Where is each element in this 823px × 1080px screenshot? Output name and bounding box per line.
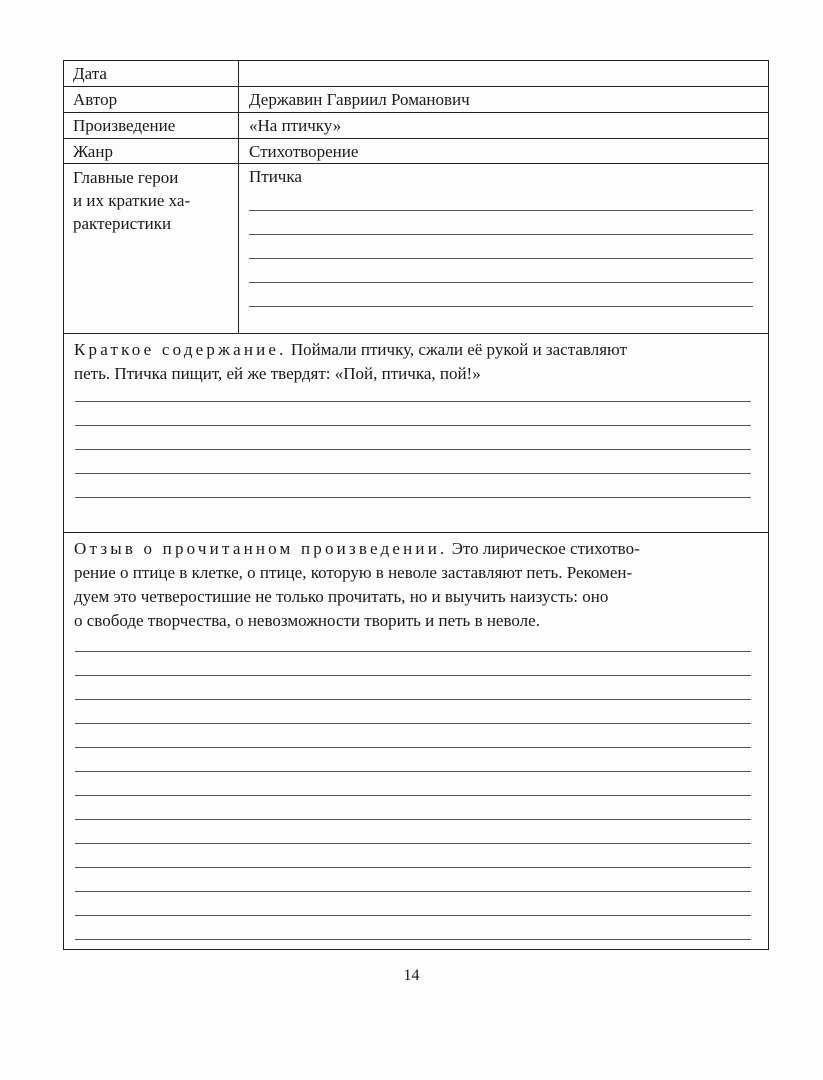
writing-line — [75, 867, 751, 868]
writing-line — [75, 723, 751, 724]
date-field[interactable] — [239, 61, 768, 86]
genre-field[interactable]: Стихотворение — [249, 142, 359, 161]
review-text — [74, 537, 758, 633]
review-line: рение о птице в клетке, о птице, которую в неволе заставляют петь. Рекомен- — [74, 563, 633, 582]
review-line: о свободе творчества, о невозможности творить и петь в неволе. — [74, 611, 540, 630]
heroes-field[interactable] — [239, 164, 768, 333]
writing-line — [75, 675, 751, 676]
heroes-label-line: Главные герои — [73, 168, 179, 187]
author-label: Автор — [64, 87, 239, 112]
review-section[interactable] — [64, 533, 768, 948]
heroes-label — [64, 164, 239, 333]
date-label: Дата — [64, 61, 239, 86]
summary-label: Краткое содержание. — [74, 340, 287, 359]
writing-line — [75, 939, 751, 940]
writing-line — [75, 699, 751, 700]
writing-line — [75, 651, 751, 652]
writing-line — [75, 449, 751, 450]
review-label: Отзыв о прочитанном произведении. — [74, 539, 448, 558]
writing-line — [249, 282, 753, 283]
writing-line — [249, 210, 753, 211]
heroes-label-line: и их краткие ха- — [73, 191, 191, 210]
row-genre — [64, 139, 768, 164]
row-work — [64, 113, 768, 139]
writing-line — [75, 497, 751, 498]
writing-line — [249, 234, 753, 235]
genre-label: Жанр — [64, 139, 239, 163]
writing-line — [249, 258, 753, 259]
summary-section[interactable] — [64, 334, 768, 533]
work-field[interactable]: «На птичку» — [249, 116, 342, 135]
review-line: Отзыв о прочитанном произведении. Это лирическое стихотво- — [74, 539, 640, 558]
page-number: 14 — [403, 967, 420, 984]
reading-diary-form — [63, 60, 769, 950]
summary-line: петь. Птичка пищит, ей же твердят: «Пой, птичка, пой!» — [74, 364, 481, 383]
summary-line: Краткое содержание. Поймали птичку, сжали её рукой и заставляют — [74, 340, 627, 359]
heroes-label-line: рактеристики — [73, 214, 172, 233]
writing-line — [249, 306, 753, 307]
writing-line — [75, 425, 751, 426]
author-field[interactable]: Державин Гавриил Романович — [249, 90, 470, 109]
writing-line — [75, 771, 751, 772]
writing-line — [75, 473, 751, 474]
writing-line — [75, 401, 751, 402]
writing-line — [75, 891, 751, 892]
row-heroes — [64, 164, 768, 334]
writing-line — [75, 915, 751, 916]
heroes-value: Птичка — [249, 167, 302, 186]
row-author — [64, 87, 768, 113]
work-label: Произведение — [64, 113, 239, 138]
row-date — [64, 61, 768, 87]
review-line: дуем это четверостишие не только прочитать, но и выучить наизусть: оно — [74, 587, 609, 606]
writing-line — [75, 843, 751, 844]
writing-line — [75, 819, 751, 820]
summary-text — [74, 338, 758, 386]
writing-line — [75, 747, 751, 748]
writing-line — [75, 795, 751, 796]
